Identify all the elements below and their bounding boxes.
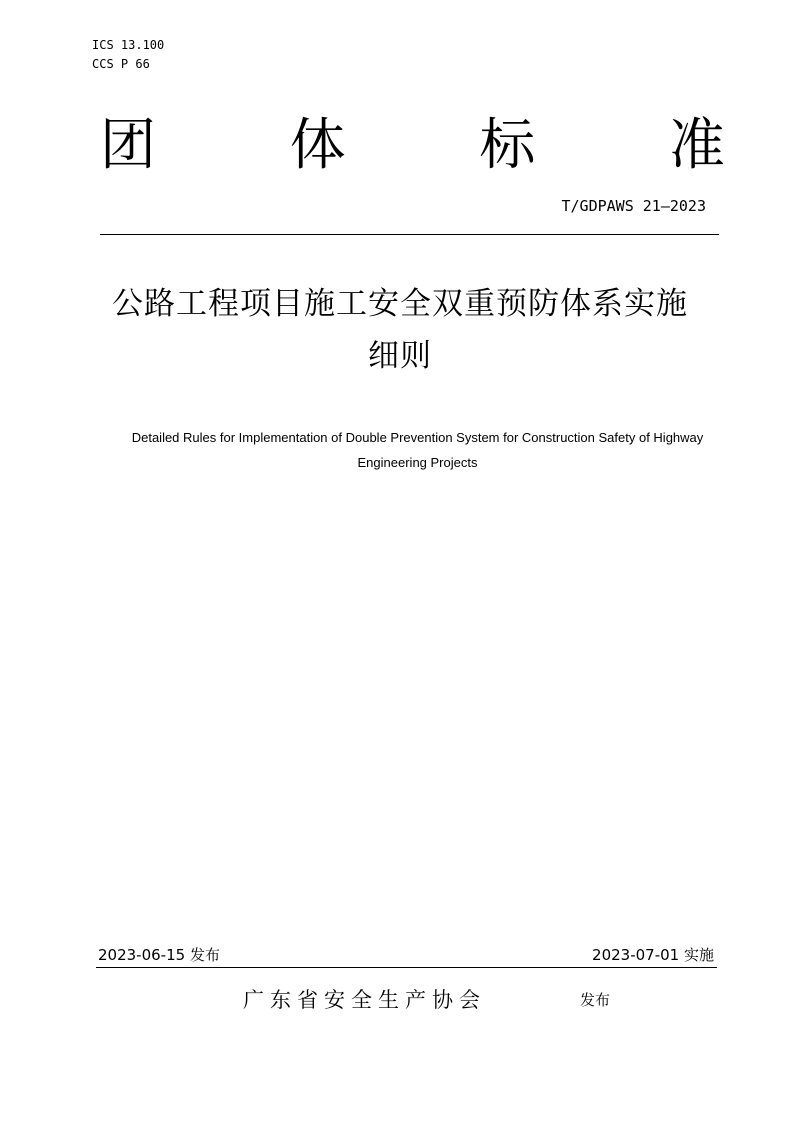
chinese-title-line-1: 公路工程项目施工安全双重预防体系实施 <box>112 286 688 322</box>
standard-type-char-2: 体 <box>289 113 346 178</box>
header-divider <box>100 234 719 235</box>
publish-label: 发布 <box>580 991 611 1009</box>
ccs-code: CCS P 66 <box>92 57 150 71</box>
chinese-title <box>60 278 740 382</box>
footer-divider <box>96 967 717 968</box>
issue-date: 2023-06-15 发布 <box>98 946 220 964</box>
standard-type-char-3: 标 <box>479 113 536 178</box>
ics-code: ICS 13.100 <box>92 38 165 52</box>
standard-type-heading <box>100 110 725 182</box>
english-title-line-2: Engineering Projects <box>357 455 478 470</box>
english-title-line-1: Detailed Rules for Implementation of Double Prevention System for Construction Safety of Highway <box>131 430 704 445</box>
classification-codes <box>92 36 164 74</box>
standard-type-char-1: 团 <box>100 113 156 178</box>
standard-number: T/GDPAWS 21—2023 <box>561 197 706 215</box>
standard-type-char-4: 准 <box>668 113 725 178</box>
publisher-name: 广东省安全生产协会 <box>243 988 486 1012</box>
english-title <box>80 425 755 475</box>
implementation-date: 2023-07-01 实施 <box>592 946 714 964</box>
chinese-title-line-2: 细则 <box>368 338 432 374</box>
